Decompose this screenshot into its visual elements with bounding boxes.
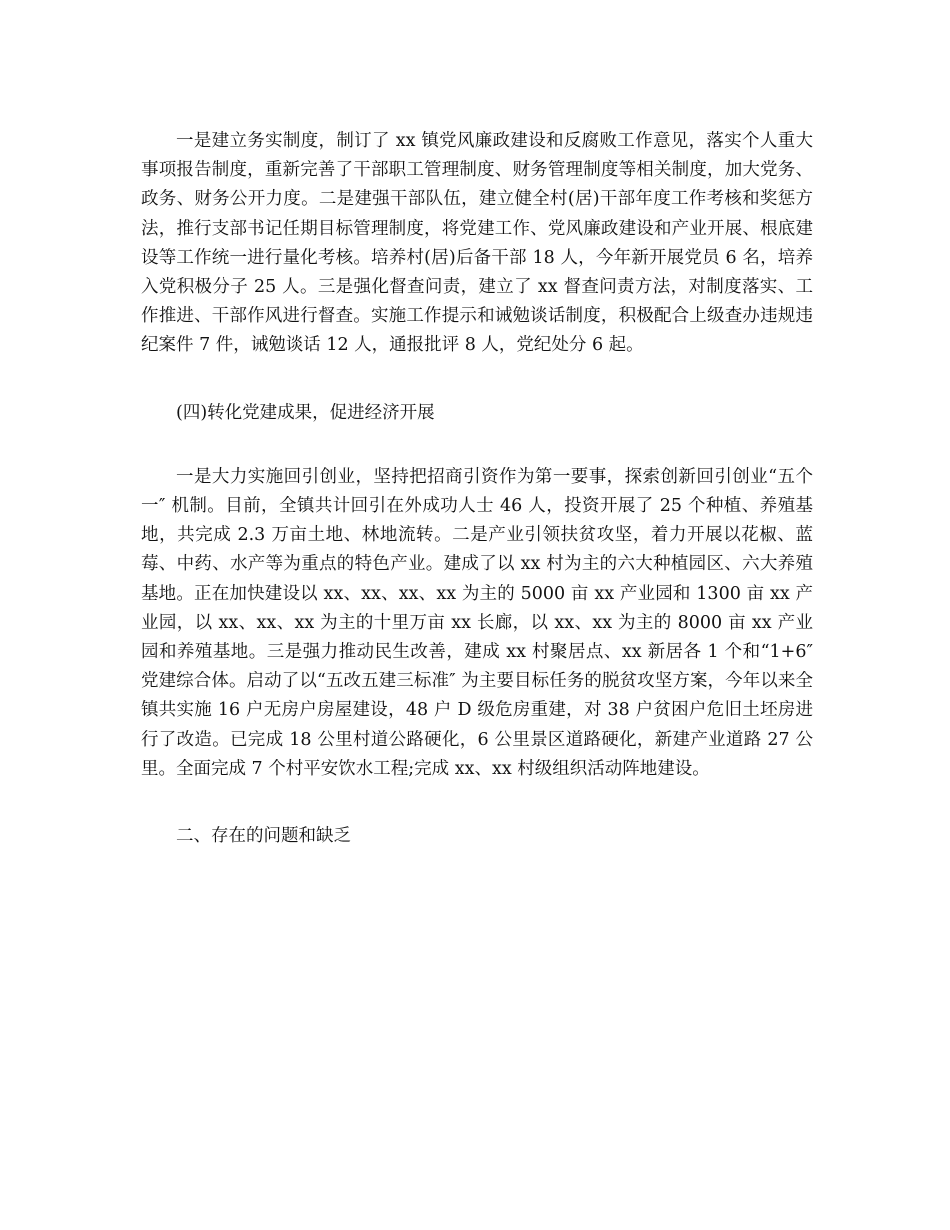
section-heading-problems: 二、存在的问题和缺乏 [176,826,351,847]
paragraph-institution-building: 一是建立务实制度，制订了 xx 镇党风廉政建设和反腐败工作意见，落实个人重大事项报告制度，重新完善了干部职工管理制度、财务管理制度等相关制度，加大党务、政务、财务公开力度。二是建强干部队伍，建立健全村(居)干部年度工作考核和奖惩方法，推行支部书记任期目标管理制度，将党建工作、党风廉政建设和产业开展、根底建设等工作统一进行量化考核。培养村(居)后备干部 18 人，今年新开展党员 6 名，培养入党积极分子 25 人。三是强化督查问责，建立了 xx 督查问责方法，对制度落实、工作推进、干部作风进行督查。实施工作提示和诫勉谈话制度，积极配合上级查办违规违纪案件 7 件，诫勉谈话 12 人，通报批评 8 人，党纪处分 6 起。 [141,131,813,356]
section-heading-4: (四)转化党建成果，促进经济开展 [176,402,435,423]
paragraph-spacer [141,361,813,399]
paragraph-spacer [141,428,813,463]
document-body [141,127,813,851]
paragraph-spacer [141,784,813,822]
paragraph-economic-development: 一是大力实施回引创业，坚持把招商引资作为第一要事，探索创新回引创业“五个一″ 机制。目前，全镇共计回引在外成功人士 46 人，投资开展了 25 个种植、养殖基地，共完成 2.3 万亩土地、林地流转。二是产业引领扶贫攻坚，着力开展以花椒、蓝莓、中药、水产等为重点的特色产业。建成了以 xx 村为主的六大种植园区、六大养殖基地。正在加快建设以 xx、xx、xx、xx 为主的 5000 亩 xx 产业园和 1300 亩 xx 产业园，以 xx、xx、xx 为主的十里万亩 xx 长廊，以 xx、xx 为主的 8000 亩 xx 产业园和养殖基地。三是强力推动民生改善，建成 xx 村聚居点、xx 新居各 1 个和“1+6″ 党建综合体。启动了以“五改五建三标准″ 为主要目标任务的脱贫攻坚方案，今年以来全镇共实施 16 户无房户房屋建设，48 户 D 级危房重建，对 38 户贫困户危旧土坯房进行了改造。已完成 18 公里村道公路硬化，6 公里景区道路硬化，新建产业道路 27 公里。全面完成 7 个村平安饮水工程;完成 xx、xx 村级组织活动阵地建设。 [141,466,813,779]
